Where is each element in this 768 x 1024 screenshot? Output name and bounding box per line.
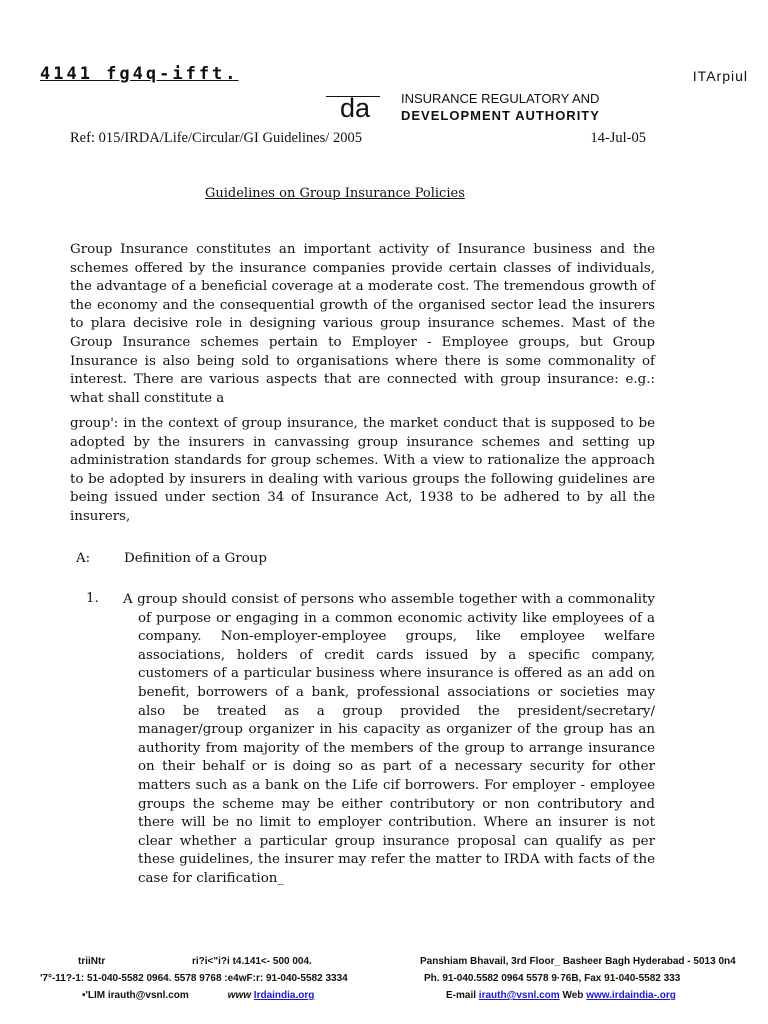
body-paragraph: group': in the context of group insurance, the market conduct that is supposed to be adopted by the insurers in canvassing group insurance schemes and setting up administration standards for group schemes. With a view to rationalize the approach to be adopted by insurers in dealing with various groups the following guidelines are being issued under section 34 of Insurance Act, 1938 to be adhered to by all the insurers, xyxy=(70,416,655,524)
circular-date: 14-Jul-05 xyxy=(590,130,646,146)
reference-number: Ref: 015/IRDA/Life/Circular/GI Guidelines/ 2005 xyxy=(70,130,362,146)
hindi-title: 4141 fg4q-ifft. xyxy=(40,64,239,84)
section-heading: Definition of a Group xyxy=(124,551,267,566)
footer-email-link[interactable]: irauth@vsnl.com xyxy=(478,990,560,1001)
footer-hindi-line1: triiNtr xyxy=(78,956,106,967)
footer-hindi-address: ri?i<"i?i t4.141<- 500 004. xyxy=(192,956,312,967)
document-title: Guidelines on Group Insurance Policies xyxy=(205,186,465,201)
section-letter: A: xyxy=(76,551,91,566)
footer-web-label: Web xyxy=(562,990,584,1001)
authority-name-line2: DEVELOPMENT AUTHORITY xyxy=(401,108,600,123)
footer-hindi-email: •'LIM irauth@vsnl.com xyxy=(82,990,189,1001)
footer-website-link[interactable]: Irdaindia.org xyxy=(253,990,315,1001)
authority-name-line1: INSURANCE REGULATORY AND xyxy=(401,91,600,106)
footer-contact xyxy=(446,987,676,1004)
logo-letters: da xyxy=(340,93,371,123)
footer-hindi-contact xyxy=(82,987,314,1004)
list-item-number: 1. xyxy=(86,591,99,606)
footer-hindi-phone: '7°-11?-1: 51-040-5582 0964. 5578 9768 :e4wF:r: 91-040-5582 3334 xyxy=(40,973,348,984)
footer-address: Panshiam Bhavail, 3rd Floor_ Basheer Bagh Hyderabad - 5013 0n4 xyxy=(420,956,736,967)
footer-www-label: www xyxy=(227,990,252,1001)
footer-web-link[interactable]: www.irdaindia-.org xyxy=(586,990,676,1001)
footer-phone: Ph. 91-040.5582 0964 5578 9·76B, Fax 91-040-5582 333 xyxy=(424,973,681,984)
body-paragraph: Group Insurance constitutes an important activity of Insurance business and the schemes offered by the insurance companies provide certain classes of individuals, the advantage of a beneficial coverage at a moderate cost. The tremendous growth of the economy and the consequential growth of the organised sector lead the insurers to plara decisive role in designing various group insurance schemes. Mast of the Group Insurance schemes pertain to Employer - Employee groups, but Group Insurance is also being sold to organisations where there is some commonality of interest. There are various aspects that are connected with group insurance: e.g.: what shall constitute a xyxy=(70,242,655,406)
footer-email-label: E-mail xyxy=(446,990,477,1001)
list-item-text: A group should consist of persons who assemble together with a commonality of purpose or engaging in a common economic activity like employees of a company. Non-employer-employee groups, like employee welfare associations, holders of credit cards issued by a specific company, customers of a particular business where insurance is offered as an add on benefit, borrowers of a bank, professional associations or societies may also be treated as a group provided the president/secretary/ manager/group organizer in his capacity as organizer of the group has an authority from majority of the members of the group to arrange insurance on their behalf or is doing so as part of a necessary security for other matters such as a bank on the Life cif borrowers. For employer - employee groups the scheme may be either contributory or non contributory and there will be no limit to employer contribution. Where an insurer is not clear whether a particular group insurance proposal can qualify as per these guidelines, the insurer may refer the matter to IRDA with facts of the case for clarification_ xyxy=(123,592,655,886)
header-mark: ITArpiul xyxy=(692,68,748,84)
